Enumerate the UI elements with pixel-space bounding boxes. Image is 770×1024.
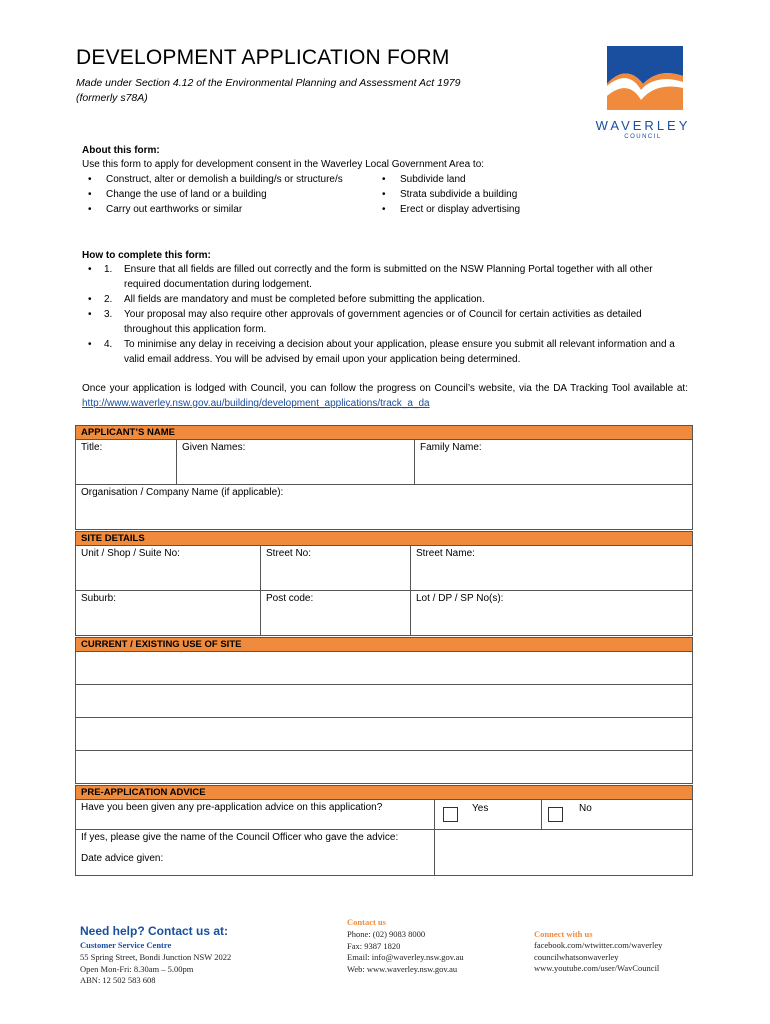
social-link[interactable]: councilwhatsonwaverley (534, 951, 619, 962)
street-name-label: Street Name: (416, 548, 475, 559)
unit-field[interactable] (75, 545, 261, 591)
page-title: DEVELOPMENT APPLICATION FORM (76, 46, 450, 69)
pre-app-question-label: Have you been given any pre-application advice on this application? (81, 802, 383, 813)
centre-name: Customer Service Centre (80, 940, 172, 950)
officer-answer-field[interactable] (434, 829, 693, 876)
family-name-field[interactable] (414, 439, 693, 485)
no-option[interactable] (541, 799, 693, 830)
web-link[interactable]: Web: www.waverley.nsw.gov.au (347, 963, 458, 974)
phone: Phone: (02) 9083 8000 (347, 929, 426, 939)
no-label: No (579, 803, 592, 814)
email-link[interactable]: Email: info@waverley.nsw.gov.au (347, 952, 464, 962)
tracking-text: Once your application is lodged with Council, you can follow the progress on Council’s website, via the DA Tracking Tool available at: http://www.waverley.nsw.gov.au/building/development_applications/track_a_da (82, 383, 688, 409)
contact-details (347, 929, 464, 975)
social-links (534, 940, 662, 975)
date-label: Date advice given: (81, 853, 164, 864)
list-item: • 2. All fields are mandatory and must be completed before submitting the application. (82, 292, 692, 307)
street-name-field[interactable] (410, 545, 693, 591)
contact-heading: Contact us (347, 917, 386, 927)
logo-text: WAVERLEY (595, 118, 691, 133)
list-item: • Strata subdivide a building (376, 187, 576, 202)
site-heading: SITE DETAILS (75, 531, 693, 546)
suburb-label: Suburb: (81, 593, 117, 604)
list-item: • 4. To minimise any delay in receiving a decision about your application, please ensure you submit all relevant information and a valid email address. You will be advised by email upon your application being determined. (82, 337, 692, 367)
centre-details (80, 952, 231, 987)
fax: Fax: 9387 1820 (347, 940, 401, 951)
lot-field[interactable] (410, 590, 693, 636)
about-heading: About this form: (82, 145, 160, 156)
list-item: • 3. Your proposal may also require other approvals of government agencies or of Council for certain activities as detailed throughout this application form. (82, 307, 692, 337)
applicant-heading: APPLICANT’S NAME (75, 425, 693, 440)
about-intro: Use this form to apply for development consent in the Waverley Local Government Area to: (82, 159, 485, 170)
list-item: • Erect or display advertising (376, 202, 576, 217)
how-heading: How to complete this form: (82, 250, 211, 261)
title-label: Title: (81, 442, 103, 453)
help-heading: Need help? Contact us at: (80, 924, 229, 938)
given-names-field[interactable] (176, 439, 415, 485)
unit-label: Unit / Shop / Suite No: (81, 548, 180, 559)
yes-option[interactable] (434, 799, 542, 830)
centre-hours: Open Mon-Fri: 8.30am – 5.00pm (80, 963, 194, 974)
list-item: • Subdivide land (376, 172, 576, 187)
current-use-line-3[interactable] (75, 717, 693, 751)
subtitle-line-2: (formerly s78A) (76, 92, 148, 104)
how-steps (82, 262, 692, 367)
social-link[interactable]: facebook.com/wtwitter.com/waverley (534, 940, 663, 950)
organisation-label: Organisation / Company Name (if applicable): (81, 487, 284, 498)
current-use-line-1[interactable] (75, 651, 693, 685)
lot-label: Lot / DP / SP No(s): (416, 593, 504, 604)
no-checkbox[interactable] (548, 807, 563, 822)
yes-label: Yes (472, 803, 489, 814)
social-link[interactable]: www.youtube.com/user/WavCouncil (534, 963, 660, 973)
logo-subtext: COUNCIL (624, 134, 662, 140)
abn: ABN: 12 502 583 608 (80, 975, 156, 985)
page-subtitle (76, 76, 460, 106)
street-no-field[interactable] (260, 545, 411, 591)
pre-app-question (75, 799, 435, 830)
family-name-label: Family Name: (420, 442, 482, 453)
list-item: • Construct, alter or demolish a building/s or structure/s (82, 172, 364, 187)
connect-heading: Connect with us (534, 929, 593, 939)
tracking-link[interactable]: http://www.waverley.nsw.gov.au/building/development_applications/track_a_da (82, 398, 430, 409)
organisation-field[interactable] (75, 484, 693, 530)
centre-address: 55 Spring Street, Bondi Junction NSW 2022 (80, 952, 232, 962)
suburb-field[interactable] (75, 590, 261, 636)
pre-app-heading: PRE-APPLICATION ADVICE (75, 785, 693, 800)
current-use-line-4[interactable] (75, 750, 693, 784)
about-right-list (376, 172, 576, 217)
list-item: • Carry out earthworks or similar (82, 202, 364, 217)
list-item: • Change the use of land or a building (82, 187, 364, 202)
street-no-label: Street No: (266, 548, 312, 559)
officer-label: If yes, please give the name of the Council Officer who gave the advice: (81, 832, 399, 843)
postcode-field[interactable] (260, 590, 411, 636)
current-use-heading: CURRENT / EXISTING USE OF SITE (75, 637, 693, 652)
current-use-line-2[interactable] (75, 684, 693, 718)
about-left-list (82, 172, 364, 217)
yes-checkbox[interactable] (443, 807, 458, 822)
title-field[interactable] (75, 439, 177, 485)
officer-field[interactable] (75, 829, 435, 876)
given-names-label: Given Names: (182, 442, 246, 453)
subtitle-line-1: Made under Section 4.12 of the Environmental Planning and Assessment Act 1979 (76, 77, 461, 89)
postcode-label: Post code: (266, 593, 314, 604)
list-item: • 1. Ensure that all fields are filled out correctly and the form is submitted on the NSW Planning Portal together with all other required documentation during lodgement. (82, 262, 692, 292)
